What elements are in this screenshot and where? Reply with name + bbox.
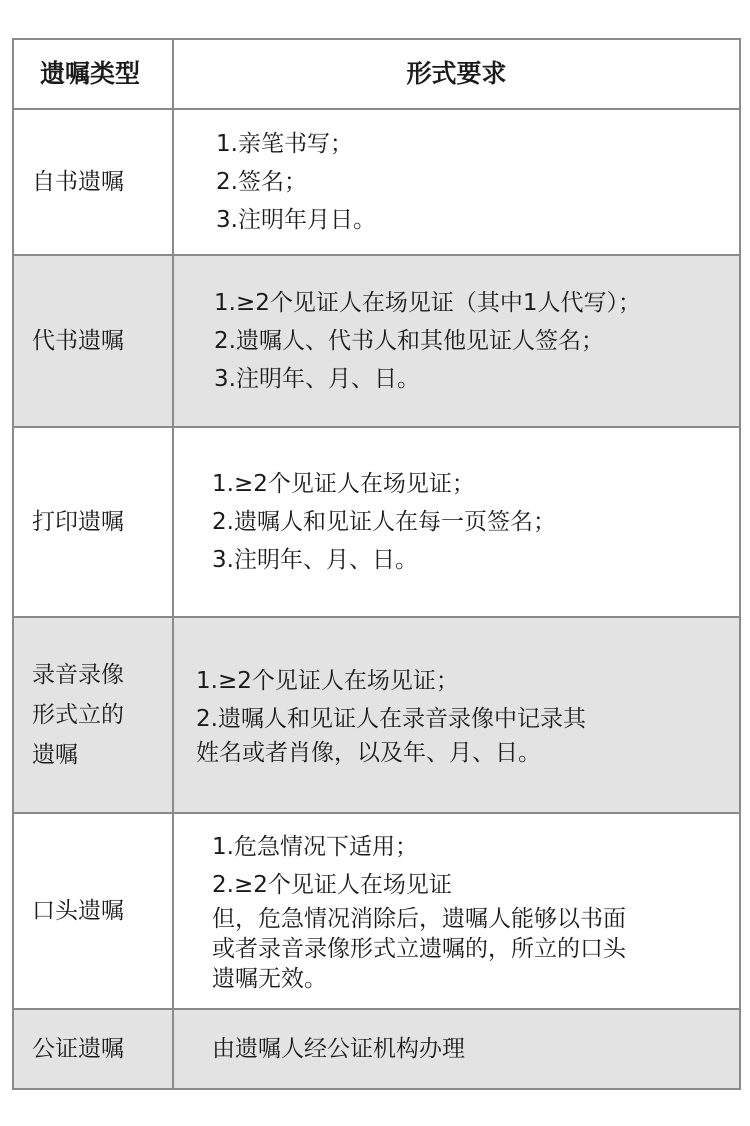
header-form-requirement: 形式要求	[406, 59, 507, 88]
requirement-cell	[174, 814, 739, 1008]
table-header-row	[14, 40, 739, 110]
requirement-line: 2.遗嘱人和见证人在录音录像中记录其	[196, 706, 586, 732]
requirement-line: 姓名或者肖像，以及年、月、日。	[196, 740, 541, 766]
requirement-line: 2.≥2个见证人在场见证	[212, 872, 452, 898]
requirement-line: 1.≥2个见证人在场见证；	[196, 668, 459, 694]
will-type-cell: 口头遗嘱	[14, 814, 174, 1008]
requirement-cell	[174, 110, 739, 254]
table-row-oral-will	[14, 814, 739, 1010]
requirement-line: 但，危急情况消除后，遗嘱人能够以书面	[212, 906, 626, 932]
requirement-line: 3.注明年、月、日。	[214, 366, 420, 392]
requirement-cell	[174, 256, 739, 426]
requirement-line: 1.≥2个见证人在场见证（其中1人代写）；	[214, 290, 641, 316]
requirement-line: 或者录音录像形式立遗嘱的，所立的口头	[212, 936, 626, 962]
table-row-notarized-will	[14, 1010, 739, 1088]
requirement-line: 2.遗嘱人、代书人和其他见证人签名；	[214, 328, 604, 354]
table-row-printed-will	[14, 428, 739, 618]
requirement-line: 3.注明年、月、日。	[212, 547, 418, 573]
requirement-line: 遗嘱无效。	[212, 966, 327, 992]
requirement-cell	[174, 618, 739, 812]
will-type-line: 录音录像	[32, 662, 124, 688]
will-type-cell: 打印遗嘱	[14, 428, 174, 616]
will-type-line: 形式立的	[32, 702, 124, 728]
requirement-line: 由遗嘱人经公证机构办理	[212, 1036, 465, 1062]
will-type-line: 遗嘱	[32, 742, 78, 768]
table-row-handwritten-will	[14, 110, 739, 256]
requirement-cell	[174, 1010, 739, 1088]
will-type-cell: 代书遗嘱	[14, 256, 174, 426]
will-type-cell	[14, 618, 174, 812]
requirement-cell	[174, 428, 739, 616]
requirement-line: 1.危急情况下适用；	[212, 834, 418, 860]
requirement-line: 3.注明年月日。	[216, 207, 376, 233]
table-row-audio-video-will	[14, 618, 739, 814]
will-type-cell: 自书遗嘱	[14, 110, 174, 254]
requirement-line: 2.遗嘱人和见证人在每一页签名；	[212, 509, 556, 535]
header-will-type: 遗嘱类型	[14, 40, 174, 108]
requirement-line: 2.签名；	[216, 169, 307, 195]
will-type-cell: 公证遗嘱	[14, 1010, 174, 1088]
table-row-proxy-written-will	[14, 256, 739, 428]
will-types-table	[12, 38, 741, 1090]
requirement-line: 1.亲笔书写；	[216, 131, 353, 157]
requirement-line: 1.≥2个见证人在场见证；	[212, 471, 475, 497]
